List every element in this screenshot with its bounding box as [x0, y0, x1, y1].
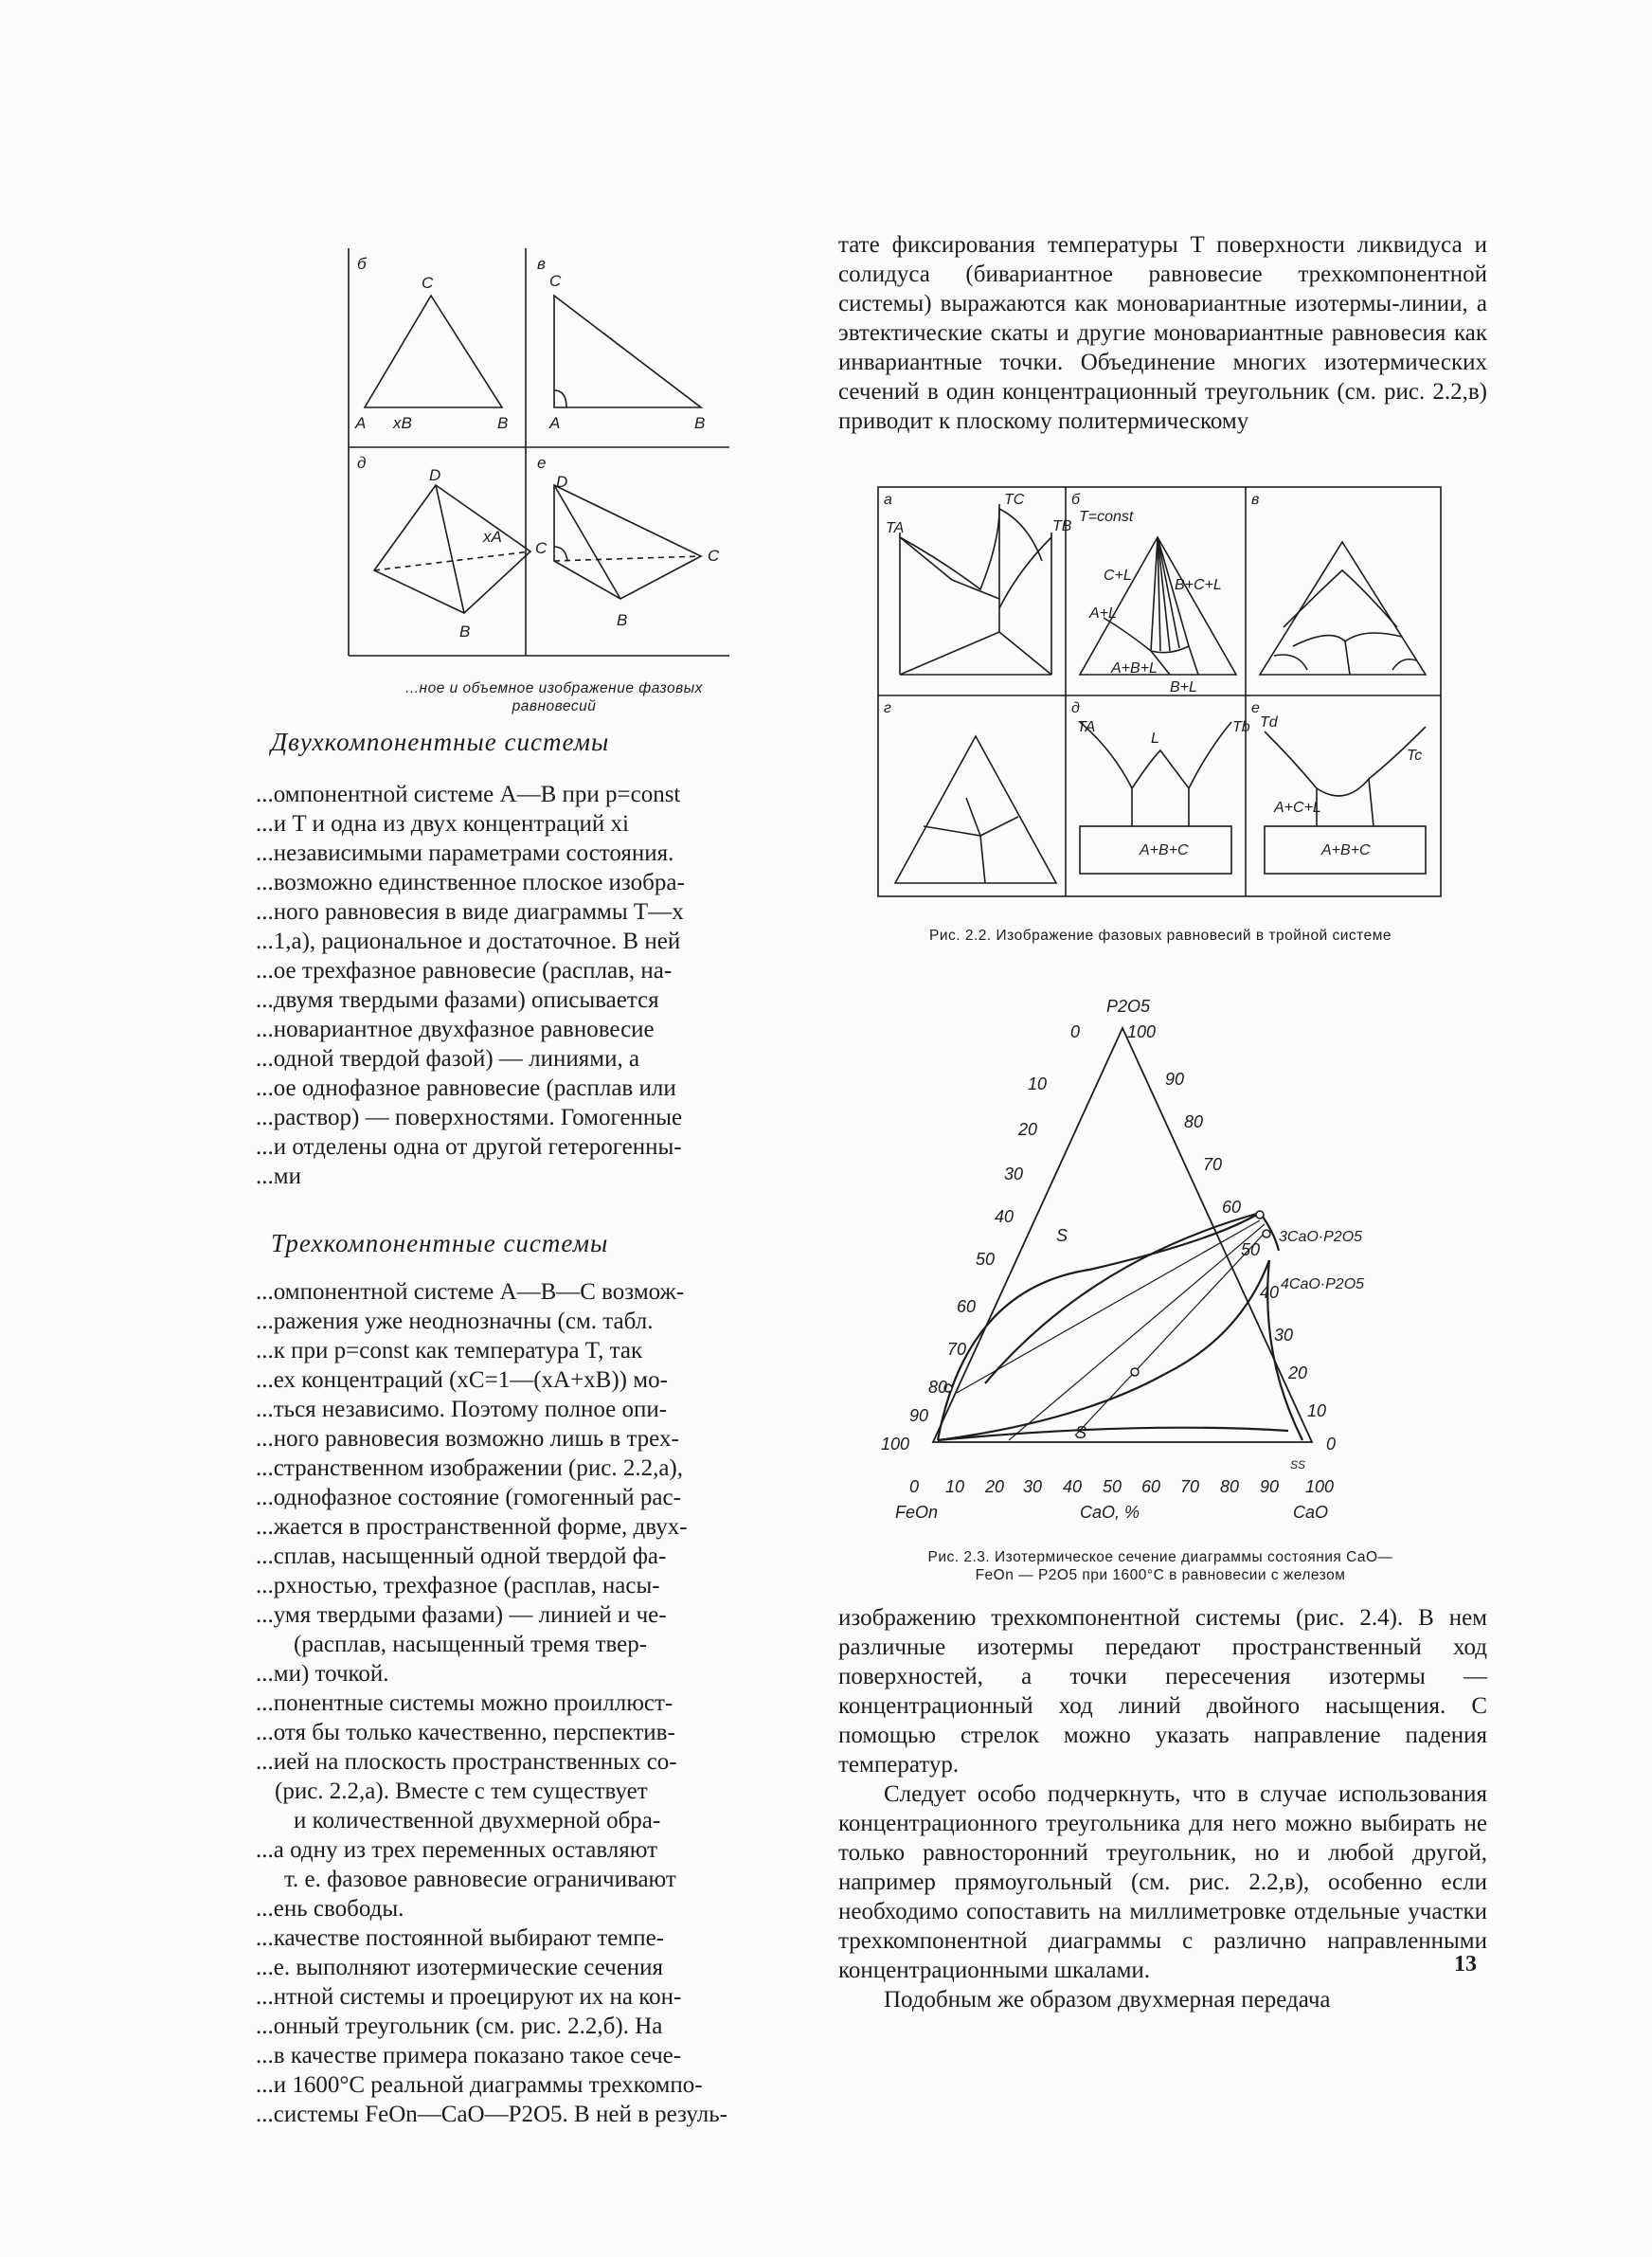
heading-ternary: Трехкомпонентные системы: [271, 1229, 609, 1257]
label-a: A: [355, 414, 367, 432]
line: ...ражения уже неоднозначны (см. табл.: [256, 1309, 654, 1334]
fig22-abl: A+B+L: [1111, 660, 1158, 677]
label-3cao-p2o5: 3CaO·P2O5: [1279, 1229, 1363, 1245]
tick-b-30: 30: [1023, 1477, 1043, 1496]
line: т. е. фазовое равновесие ограничивают: [284, 1867, 676, 1892]
tick-l-50: 50: [976, 1250, 996, 1269]
fig22-abc2: A+B+C: [1321, 842, 1371, 858]
label-b: B: [497, 414, 509, 432]
figure-2-2: [876, 485, 1445, 902]
tick-r-100: 100: [1127, 1022, 1157, 1041]
line: ...отя бы только качественно, перспектив-: [256, 1720, 675, 1745]
line: ...раствор) — поверхностями. Гомогенные: [256, 1105, 683, 1130]
line: ...сплав, насыщенный одной твердой фа-: [256, 1544, 667, 1569]
tick-r-10: 10: [1307, 1401, 1327, 1420]
tick-b-80: 80: [1220, 1477, 1240, 1496]
label-b4: B: [617, 611, 628, 629]
fig22-td: Tc: [1407, 748, 1423, 764]
region-ss: SS: [1290, 1458, 1306, 1472]
fig22-panel-d: д: [1071, 700, 1080, 716]
fig22-a-l: A+L: [1089, 605, 1117, 622]
region-s: S: [1056, 1226, 1068, 1245]
label-xa: xA: [483, 528, 502, 546]
line: ...ми: [256, 1164, 301, 1189]
tick-l-90: 90: [909, 1406, 929, 1425]
fig22-tb: TB: [1052, 518, 1072, 534]
tick-r-20: 20: [1288, 1363, 1308, 1382]
fig22-ta2: TA: [1077, 719, 1096, 735]
line: ...к при p=const как температура T, так: [256, 1338, 643, 1363]
fig-left-panel-e: е: [537, 454, 547, 472]
line: ...в качестве примера показано такое сече-: [256, 2043, 682, 2068]
fig22-tb2: Tb: [1232, 719, 1250, 735]
fig22-panel-g: г: [884, 700, 891, 716]
right-column-top: [838, 230, 1487, 436]
line: ...странственном изображении (рис. 2.2,а),: [256, 1455, 684, 1481]
tick-r-60: 60: [1222, 1198, 1242, 1217]
ternary-frame: [933, 1028, 1312, 1442]
line: ...однофазное состояние (гомогенный рас-: [256, 1485, 681, 1510]
tick-b-50: 50: [1103, 1477, 1122, 1496]
fig22-bcl: B+C+L: [1175, 577, 1222, 593]
fig-left-panel-v: в: [537, 255, 546, 273]
tick-r-0: 0: [1326, 1435, 1337, 1454]
page-number: 13: [1454, 1952, 1477, 1977]
line: ...омпонентной системе A—B—C возмож-: [256, 1279, 685, 1305]
tick-b-0: 0: [909, 1477, 920, 1496]
tick-b-60: 60: [1141, 1477, 1161, 1496]
line: ...двумя твердыми фазами) описывается: [256, 987, 659, 1013]
label-d: D: [429, 466, 441, 484]
fig22-panel-v: в: [1251, 492, 1260, 508]
fig-left-panel-b: б: [357, 255, 367, 273]
tick-r-40: 40: [1260, 1283, 1280, 1302]
figure-2-3: [853, 976, 1459, 1544]
line: ...понентные системы можно проиллюст-: [256, 1690, 673, 1716]
line: ...е. выполняют изотермические сечения: [256, 1955, 664, 1980]
line: ...а одну из трех переменных оставляют: [256, 1837, 658, 1863]
line: ...возможно единственное плоское изобра-: [256, 870, 685, 895]
tick-l-40: 40: [995, 1207, 1015, 1226]
label-4cao-p2o5: 4CaO·P2O5: [1281, 1276, 1365, 1292]
line: ...ое трехфазное равновесие (расплав, на-: [256, 958, 673, 984]
tick-r-30: 30: [1274, 1326, 1294, 1345]
line: ...ного равновесия возможно лишь в трех-: [256, 1426, 679, 1452]
fig22-b-l: B+L: [1170, 679, 1197, 695]
paragraph: тате фиксирования температуры T поверхности ликвидуса и солидуса (бивариантное равновесие трехкомпонентной системы) выражаются как моновариантные изотермы-линии, а эвтектические скаты и другие моновариантные равновесия как инвариантные точки. Объединение многих изотермических сечений в один концентрационный треугольник (см. рис. 2.2,в) приводит к плоскому политермическому: [838, 232, 1487, 434]
label-feon: FeOn: [895, 1503, 939, 1522]
line: ...ться независимо. Поэтому полное опи-: [256, 1397, 668, 1422]
fig23-caption-line1: Рис. 2.3. Изотермическое сечение диаграммы состояния CaO—: [927, 1549, 1393, 1565]
line: ...ми) точкой.: [256, 1661, 389, 1687]
label-c2: C: [549, 272, 562, 290]
line: ...ех концентраций (xC=1—(xA+xB)) мо-: [256, 1367, 668, 1393]
section-binary: [256, 780, 767, 1191]
label-c3: C: [535, 539, 548, 557]
line: ...одной твердой фазой) — линиями, а: [256, 1046, 640, 1072]
fig22-t-const: T=const: [1079, 509, 1134, 525]
fig22-caption: Рис. 2.2. Изображение фазовых равновесий в тройной системе: [928, 928, 1392, 944]
label-d2: D: [556, 473, 568, 491]
label-c4: C: [708, 547, 720, 565]
tick-b-90: 90: [1260, 1477, 1280, 1496]
fig22-c-l: C+L: [1104, 568, 1132, 584]
fig22-panel-a: а: [884, 492, 892, 508]
region-s2: S: [1075, 1423, 1087, 1442]
line: ...новариантное двухфазное равновесие: [256, 1017, 655, 1042]
line: (рис. 2.2,а). Вместе с тем существует: [275, 1779, 648, 1804]
tick-l-70: 70: [947, 1340, 967, 1359]
fig22-panel-b: б: [1071, 492, 1080, 508]
fig23-labels: [881, 997, 1364, 1522]
tick-b-100: 100: [1305, 1477, 1335, 1496]
line: ...ного равновесия в виде диаграммы T—x: [256, 899, 684, 925]
tick-l-0: 0: [1070, 1022, 1081, 1041]
heading-binary: Двухкомпонентные системы: [271, 728, 610, 756]
line: ...ень свободы.: [256, 1896, 404, 1922]
tick-l-10: 10: [1028, 1074, 1048, 1093]
left-column: [256, 728, 767, 2129]
line: ...и T и одна из двух концентраций xi: [256, 811, 629, 837]
label-a2: A: [549, 414, 561, 432]
fig23-caption-line2: FeOn — P2O5 при 1600°C в равновесии с железом: [975, 1567, 1346, 1583]
label-b2: B: [694, 414, 706, 432]
line: ...1,а), рациональное и достаточное. В ней: [256, 929, 681, 954]
tick-l-80: 80: [928, 1378, 948, 1397]
line: ...ией на плоскость пространственных со-: [256, 1749, 677, 1775]
fig22-panel-e: е: [1251, 700, 1260, 716]
fig22-l: L: [1151, 731, 1159, 747]
fig23-caption: [857, 1548, 1463, 1584]
tick-b-20: 20: [985, 1477, 1005, 1496]
tick-b-70: 70: [1180, 1477, 1200, 1496]
line: и количественной двухмерной обра-: [294, 1808, 661, 1833]
line: ...системы FeOn—CaO—P2O5. В ней в резуль-: [256, 2102, 727, 2127]
line: ...ое однофазное равновесие (расплав или: [256, 1075, 676, 1101]
label-c: C: [422, 274, 434, 292]
tick-l-20: 20: [1018, 1120, 1038, 1139]
paragraph: изображению трехкомпонентной системы (рис. 2.4). В нем различные изотермы передают пространственный ход поверхностей, а точки пересечения изотермы — концентрационный ход линий двойного насыщения. С помощью стрелок можно указать направление падения температур.: [838, 1605, 1487, 1778]
fig22-tc: TC: [1004, 492, 1025, 508]
tick-r-90: 90: [1165, 1070, 1185, 1089]
paragraph: Следует особо подчеркнуть, что в случае использования концентрационного треугольника для него можно выбирать не только равносторонний треугольник, но и любой другой, например прямоугольный (см. рис. 2.2,в), особенно если необходимо сопоставить на миллиметровке отдельные участки трехкомпонентной диаграммы с различно направленными концентрационными шкалами.: [838, 1781, 1487, 1983]
tick-b-40: 40: [1063, 1477, 1083, 1496]
line: ...качестве постоянной выбирают темпе-: [256, 1925, 664, 1951]
tick-r-70: 70: [1203, 1155, 1223, 1174]
line: ...рхностью, трехфазное (расплав, насы-: [256, 1573, 660, 1598]
fig22-acl: A+C+L: [1274, 800, 1321, 816]
fig22-ta: TA: [886, 520, 905, 536]
tick-r-50: 50: [1241, 1240, 1261, 1259]
fig22-abc: A+B+C: [1140, 842, 1189, 858]
line: ...омпонентной системе A—B при p=const: [256, 782, 681, 807]
tick-l-60: 60: [957, 1297, 977, 1316]
line: ...и 1600°С реальной диаграммы трехкомпо-: [256, 2072, 703, 2098]
tick-l-30: 30: [1004, 1165, 1024, 1183]
line: ...нтной системы и проецируют их на кон-: [256, 1984, 682, 2010]
label-xb: xB: [393, 414, 412, 432]
tick-b-10: 10: [945, 1477, 965, 1496]
line: ...умя твердыми фазами) — линией и че-: [256, 1602, 667, 1628]
tick-l-100: 100: [881, 1435, 910, 1454]
fig-left-panel-d: д: [357, 454, 367, 472]
fig22-tc2: Td: [1260, 714, 1278, 731]
left-figure: [336, 248, 734, 665]
right-column-bottom: [838, 1603, 1487, 2014]
line: ...и отделены одна от другой гетерогенны-: [256, 1134, 682, 1160]
line: (расплав, насыщенный тремя твер-: [294, 1632, 648, 1657]
label-cao-axis: CaO, %: [1080, 1503, 1140, 1522]
left-figure-caption: ...ное и объемное изображение фазовых равновесий: [405, 680, 703, 714]
section-ternary: [256, 1277, 767, 2129]
tick-r-80: 80: [1184, 1112, 1204, 1131]
line: ...онный треугольник (см. рис. 2.2,б). На: [256, 2013, 663, 2039]
label-cao: CaO: [1293, 1503, 1329, 1522]
label-b3: B: [459, 623, 471, 641]
paragraph: Подобным же образом двухмерная передача: [884, 1987, 1331, 2013]
label-p2o5: P2O5: [1106, 997, 1151, 1016]
line: ...независимыми параметрами состояния.: [256, 840, 674, 866]
line: ...жается в пространственной форме, двух-: [256, 1514, 688, 1540]
